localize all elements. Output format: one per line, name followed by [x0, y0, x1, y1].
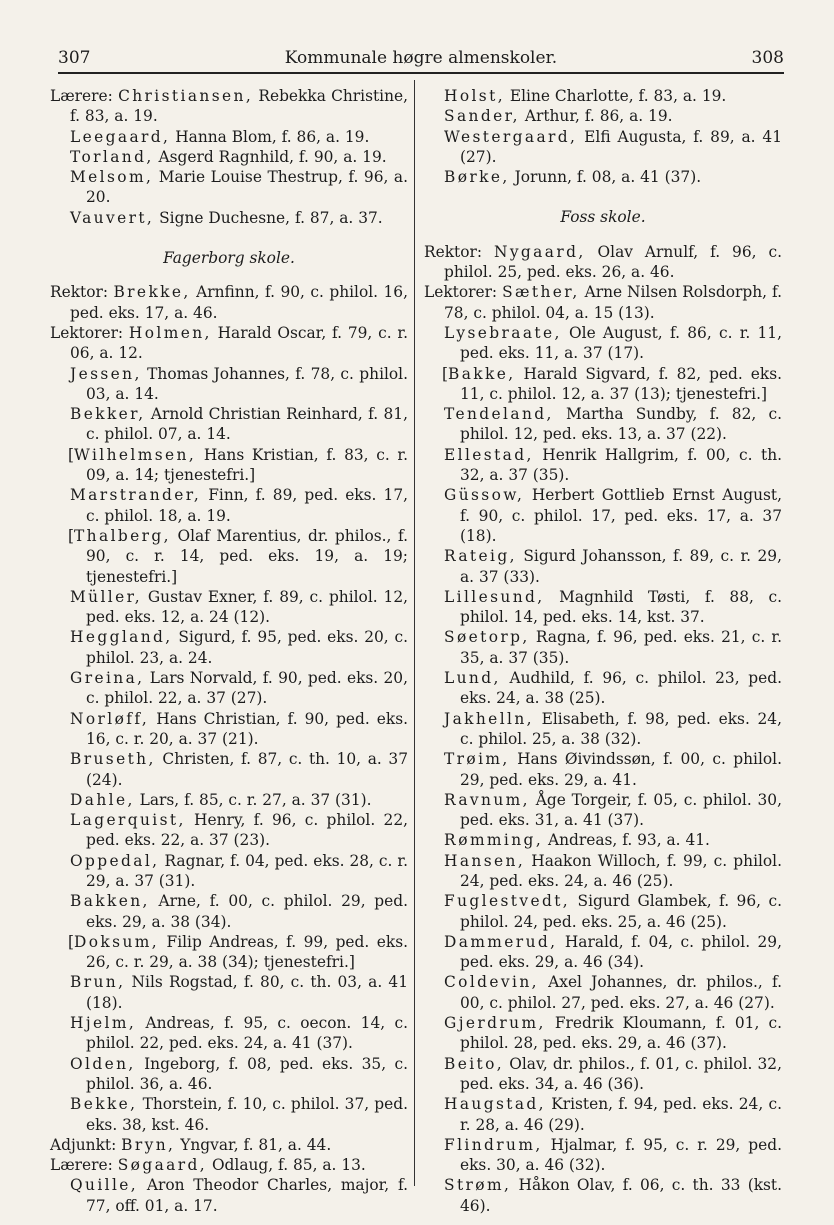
staff-entry: [50, 404, 408, 445]
staff-entry: [50, 627, 408, 668]
entry-details: Elfi Augusta, f. 89, a. 41 (27).: [460, 127, 782, 166]
surname: Brekke,: [113, 283, 191, 302]
entry-details: Fredrik Kloumann, f. 01, c. philol. 28, ped. eks. 29, a. 46 (37).: [460, 1014, 782, 1053]
staff-entry: [50, 790, 408, 810]
entry-details: Gustav Exner, f. 89, c. philol. 12, ped. eks. 12, a. 24 (12).: [86, 587, 408, 627]
staff-entry: [50, 932, 408, 973]
role-label: Lektorer:: [50, 323, 124, 342]
staff-entry: [424, 709, 782, 750]
entry-details: Filip Andreas, f. 99, ped. eks. 26, c. r. 29, a. 38 (34); tjenestefri.]: [86, 932, 408, 972]
staff-entry: [424, 167, 782, 187]
entry-details: Jorunn, f. 08, a. 41 (37).: [509, 168, 702, 187]
entry-details: Audhild, f. 96, c. philol. 23, ped. eks. 24, a. 38 (25).: [460, 669, 782, 708]
staff-entry: [424, 323, 782, 364]
surname: Heggland,: [70, 628, 173, 647]
right-column: [424, 86, 782, 1216]
staff-entry: [50, 282, 408, 323]
surname: Søetorp,: [444, 628, 530, 647]
staff-entry: [424, 749, 782, 790]
entry-details: Olav, dr. philos., f. 01, c. philol. 32, ped. eks. 34, a. 46 (36).: [460, 1054, 782, 1093]
role-label: Lærere:: [50, 1156, 113, 1175]
staff-entry: [50, 668, 408, 709]
entry-details: Asgerd Ragnhild, f. 90, a. 19.: [153, 147, 387, 166]
staff-entry: [424, 485, 782, 546]
page-number-right: 308: [751, 48, 784, 68]
surname: Marstrander,: [70, 486, 202, 505]
surname: Brun,: [70, 973, 126, 992]
staff-entry: [424, 668, 782, 709]
entry-details: Hans Kristian, f. 83, c. r. 09, a. 14; tjenestefri.]: [86, 445, 408, 485]
entry-details: Arnfinn, f. 90, c. philol. 16, ped. eks. 17, a. 46.: [70, 283, 408, 322]
staff-entry: [424, 1175, 782, 1216]
surname: Bekke,: [70, 1095, 138, 1114]
surname: Sander,: [444, 107, 520, 126]
entry-details: Eline Charlotte, f. 83, a. 19.: [505, 87, 727, 105]
surname: Norløff,: [70, 709, 150, 728]
staff-entry: [50, 485, 408, 526]
staff-entry: [424, 1135, 782, 1176]
surname: Trøim,: [444, 750, 510, 769]
entry-details: Thorstein, f. 10, c. philol. 37, ped. eks. 38, kst. 46.: [86, 1095, 408, 1134]
page-number-left: 307: [58, 48, 91, 68]
staff-entry: [50, 851, 408, 892]
entry-details: Andreas, f. 95, c. oecon. 14, c. philol. 22, ped. eks. 24, a. 41 (37).: [86, 1014, 408, 1053]
surname: Leegaard,: [70, 127, 171, 146]
bracket: [: [68, 526, 75, 545]
entry-details: Thomas Johannes, f. 78, c. philol. 03, a. 14.: [86, 364, 408, 403]
entry-details: Elisabeth, f. 98, ped. eks. 24, c. philol. 25, a. 38 (32).: [460, 709, 782, 748]
entry-details: Signe Duchesne, f. 87, a. 37.: [154, 208, 383, 227]
staff-entry: [424, 106, 782, 126]
left-column: [50, 86, 408, 1216]
staff-entry: [50, 86, 408, 127]
surname: Lysebraate,: [444, 323, 562, 342]
entry-details: Hans Øivindssøn, f. 00, c. philol. 29, ped. eks. 29, a. 41.: [460, 750, 782, 789]
staff-entry: [50, 208, 408, 228]
role-label: Rektor:: [50, 283, 109, 302]
staff-entry: [424, 830, 782, 850]
staff-entry: [424, 972, 782, 1013]
staff-entry: [424, 891, 782, 932]
entry-details: Odlaug, f. 85, a. 13.: [207, 1156, 366, 1175]
role-label: Lærere:: [50, 87, 113, 105]
surname: Quille,: [70, 1176, 139, 1195]
surname: Gjerdrum,: [444, 1014, 546, 1033]
entry-details: Hjalmar, f. 95, c. r. 29, ped. eks. 30, a. 46 (32).: [460, 1135, 782, 1175]
bracket: [: [68, 445, 75, 464]
surname: Fuglestvedt,: [444, 892, 571, 911]
surname: Bryn,: [121, 1135, 176, 1154]
staff-entry: [424, 242, 782, 283]
running-title: Kommunale høgre almenskoler.: [284, 48, 558, 68]
staff-entry: [50, 323, 408, 364]
entry-details: Harald Sigvard, f. 82, ped. eks. 11, c. philol. 12, a. 37 (13); tjenestefri.]: [460, 364, 782, 403]
staff-entry: [50, 526, 408, 587]
surname: Doksum,: [74, 932, 160, 951]
surname: Jessen,: [70, 364, 142, 383]
entry-details: Henry, f. 96, c. philol. 22, ped. eks. 22, a. 37 (23).: [86, 811, 408, 850]
surname: Greina,: [70, 669, 145, 688]
staff-entry: [50, 1054, 408, 1095]
staff-entry: [50, 972, 408, 1013]
role-label: Lektorer:: [424, 283, 498, 302]
staff-entry: [424, 127, 782, 168]
staff-entry: [424, 1054, 782, 1095]
staff-entry: [50, 891, 408, 932]
entry-details: Olav Arnulf, f. 96, c. philol. 25, ped. eks. 26, a. 46.: [444, 242, 782, 282]
surname: Oppedal,: [70, 851, 160, 870]
column-divider: [414, 80, 415, 1186]
section-heading: Fagerborg skole.: [163, 249, 295, 268]
entry-details: Hans Christian, f. 90, ped. eks. 16, c. r. 20, a. 37 (21).: [86, 709, 408, 748]
surname: Lillesund,: [444, 587, 545, 606]
entry-details: Lars Norvald, f. 90, ped. eks. 20, c. philol. 22, a. 37 (27).: [86, 669, 408, 708]
entry-details: Haakon Willoch, f. 99, c. philol. 24, ped. eks. 24, a. 46 (25).: [460, 851, 782, 890]
staff-entry: [50, 1135, 408, 1155]
surname: Hansen,: [444, 851, 526, 870]
surname: Hjelm,: [70, 1014, 137, 1033]
entry-details: Arnold Christian Reinhard, f. 81, c. philol. 07, a. 14.: [86, 405, 408, 444]
entry-details: Martha Sundby, f. 82, c. philol. 12, ped. eks. 13, a. 37 (22).: [460, 405, 782, 444]
surname: Søgaard,: [117, 1156, 208, 1175]
entry-details: Arne Nilsen Rolsdorph, f. 78, c. philol. 04, a. 15 (13).: [444, 283, 782, 322]
entry-details: Sigurd, f. 95, ped. eks. 20, c. philol. 23, a. 24.: [86, 628, 408, 667]
surname: Børke,: [444, 168, 510, 187]
role-label: Adjunkt:: [50, 1135, 117, 1154]
entry-details: Yngvar, f. 81, a. 44.: [175, 1135, 332, 1154]
surname: Vauvert,: [70, 208, 155, 227]
surname: Lund,: [444, 669, 501, 688]
staff-entry: [50, 1013, 408, 1054]
surname: Ravnum,: [444, 790, 530, 809]
role-label: Rektor:: [424, 242, 483, 261]
entry-details: Harald Oscar, f. 79, c. r. 06, a. 12.: [70, 323, 408, 363]
surname: Wilhelmsen,: [74, 445, 197, 464]
entry-details: Ole August, f. 86, c. r. 11, ped. eks. 11, a. 37 (17).: [460, 323, 782, 363]
surname: Flindrum,: [444, 1135, 543, 1154]
entry-details: Marie Louise Thestrup, f. 96, a. 20.: [86, 168, 408, 207]
staff-entry: [424, 851, 782, 892]
staff-entry: [424, 790, 782, 831]
entry-details: Magnhild Tøsti, f. 88, c. philol. 14, ped. eks. 14, kst. 37.: [460, 587, 782, 627]
surname: Müller,: [70, 587, 142, 606]
staff-entry: [50, 364, 408, 405]
surname: Dahle,: [70, 790, 135, 809]
surname: Rateig,: [444, 547, 517, 566]
surname: Rømming,: [444, 831, 544, 850]
surname: Jakhelln,: [444, 709, 534, 728]
surname: Strøm,: [444, 1176, 512, 1195]
surname: Torland,: [70, 147, 154, 166]
staff-entry: [424, 364, 782, 405]
bracket: [: [68, 932, 75, 951]
section-heading: Foss skole.: [560, 208, 646, 227]
staff-entry: [50, 749, 408, 790]
entry-details: Andreas, f. 93, a. 41.: [543, 831, 710, 850]
entry-details: Åge Torgeir, f. 05, c. philol. 30, ped. eks. 31, a. 41 (37).: [460, 790, 782, 830]
staff-entry: [424, 587, 782, 628]
page-header: [58, 44, 784, 74]
surname: Coldevin,: [444, 973, 539, 992]
surname: Bruseth,: [70, 750, 156, 769]
entry-details: Arne, f. 00, c. philol. 29, ped. eks. 29, a. 38 (34).: [86, 892, 408, 931]
staff-entry: [424, 627, 782, 668]
staff-entry: [424, 445, 782, 486]
staff-entry: [50, 147, 408, 167]
header-rule: [58, 72, 784, 74]
entry-details: Arthur, f. 86, a. 19.: [519, 107, 673, 126]
surname: Holst,: [444, 87, 505, 105]
surname: Lagerquist,: [70, 811, 186, 830]
surname: Nygaard,: [493, 242, 586, 261]
bracket: [: [442, 364, 449, 383]
surname: Ellestad,: [444, 445, 534, 464]
staff-entry: [424, 1094, 782, 1135]
surname: Bakken,: [70, 892, 150, 911]
entry-details: Kristen, f. 94, ped. eks. 24, c. r. 28, a. 46 (29).: [460, 1095, 782, 1134]
entry-details: Sigurd Glambek, f. 96, c. philol. 24, ped. eks. 25, a. 46 (25).: [460, 892, 782, 931]
staff-entry: [50, 587, 408, 628]
entry-details: Lars, f. 85, c. r. 27, a. 37 (31).: [134, 790, 372, 809]
staff-entry: [424, 404, 782, 445]
surname: Westergaard,: [444, 127, 578, 146]
entry-details: Sigurd Johansson, f. 89, c. r. 29, a. 37 (33).: [460, 547, 782, 586]
staff-entry: [50, 1094, 408, 1135]
surname: Christiansen,: [118, 87, 254, 105]
entry-details: Christen, f. 87, c. th. 10, a. 37 (24).: [86, 750, 408, 789]
staff-entry: [424, 1013, 782, 1054]
entry-details: Harald, f. 04, c. philol. 29, ped. eks. 29, a. 46 (34).: [460, 932, 782, 972]
entry-details: Herbert Gottlieb Ernst August, f. 90, c. philol. 17, ped. eks. 17, a. 37 (18).: [460, 486, 782, 545]
surname: Dammerud,: [444, 932, 558, 951]
entry-details: Håkon Olav, f. 06, c. th. 33 (kst. 46).: [460, 1176, 782, 1215]
entry-details: Rebekka Christine, f. 83, a. 19.: [70, 87, 408, 126]
staff-entry: [50, 709, 408, 750]
entry-details: Axel Johannes, dr. philos., f. 00, c. philol. 27, ped. eks. 27, a. 46 (27).: [460, 973, 782, 1012]
entry-details: Henrik Hallgrim, f. 00, c. th. 32, a. 37 (35).: [460, 445, 782, 485]
surname: Tendeland,: [444, 405, 554, 424]
surname: Bakke,: [448, 364, 516, 383]
surname: Sæther,: [502, 283, 580, 302]
staff-entry: [424, 86, 782, 106]
staff-entry: [50, 810, 408, 851]
staff-entry: [50, 127, 408, 147]
entry-details: Olaf Marentius, dr. philos., f. 90, c. r. 14, ped. eks. 19, a. 19; tjenestefri.]: [86, 526, 408, 586]
staff-entry: [50, 445, 408, 486]
entry-details: Ragna, f. 96, ped. eks. 21, c. r. 35, a. 37 (35).: [460, 628, 782, 667]
surname: Melsom,: [70, 168, 154, 187]
staff-entry: [50, 1155, 408, 1175]
surname: Haugstad,: [444, 1095, 546, 1114]
surname: Olden,: [70, 1054, 136, 1073]
staff-entry: [424, 932, 782, 973]
surname: Güssow,: [444, 486, 525, 505]
entry-details: Ragnar, f. 04, ped. eks. 28, c. r. 29, a. 37 (31).: [86, 851, 408, 890]
surname: Holmen,: [128, 323, 212, 342]
surname: Beito,: [444, 1054, 505, 1073]
entry-details: Finn, f. 89, ped. eks. 17, c. philol. 18, a. 19.: [86, 486, 408, 525]
entry-details: Aron Theodor Charles, major, f. 77, off. 01, a. 17.: [86, 1176, 408, 1215]
surname: Thalberg,: [74, 526, 171, 545]
staff-entry: [424, 282, 782, 323]
entry-details: Nils Rogstad, f. 80, c. th. 03, a. 41 (18).: [86, 973, 408, 1012]
staff-entry: [50, 1175, 408, 1216]
surname: Bekker,: [70, 405, 146, 424]
entry-details: Hanna Blom, f. 86, a. 19.: [170, 127, 370, 146]
staff-entry: [424, 546, 782, 587]
staff-entry: [50, 167, 408, 208]
entry-details: Ingeborg, f. 08, ped. eks. 35, c. philol. 36, a. 46.: [86, 1054, 408, 1093]
